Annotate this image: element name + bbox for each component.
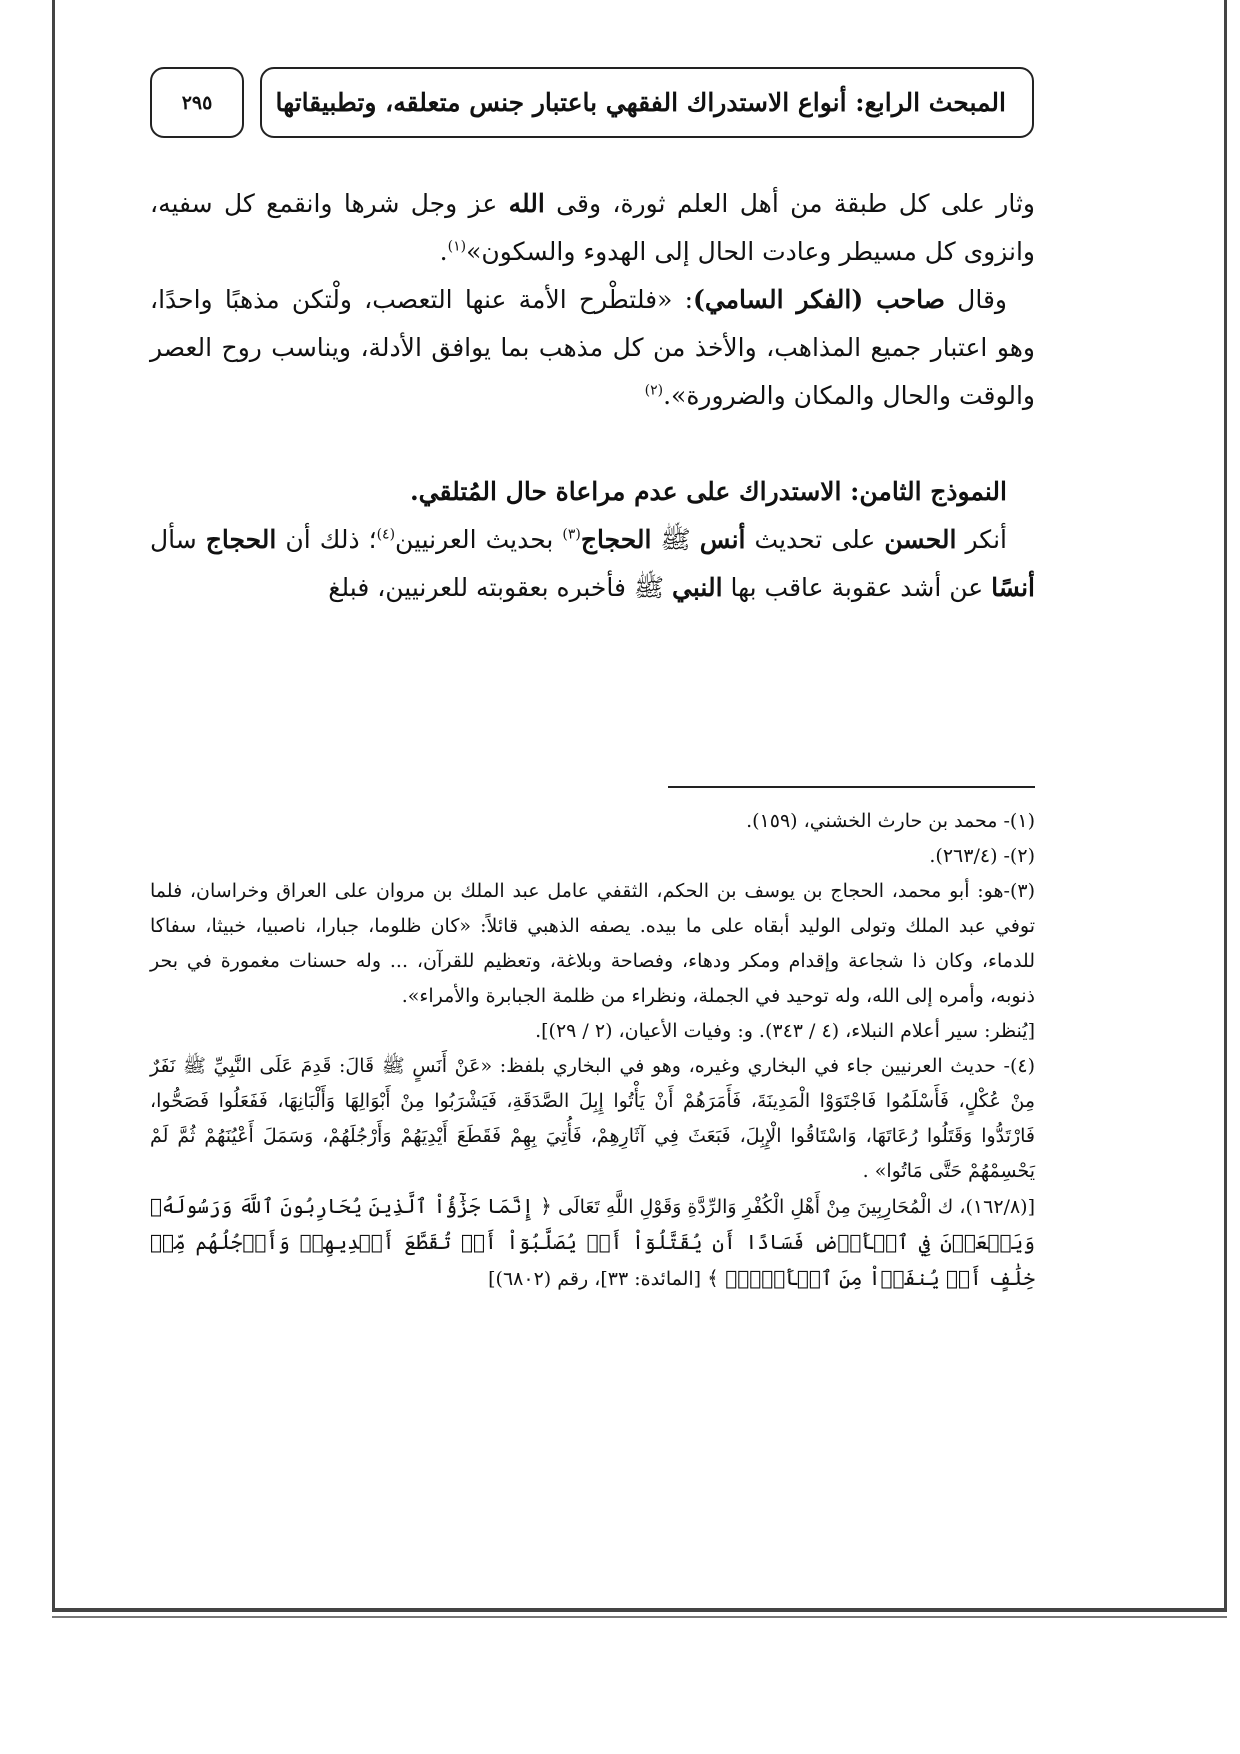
text-run: أنكر — [956, 525, 1007, 554]
text-run: عز وجل شرها وانقمع كل سفيه، وانزوى كل مسيطر وعادت الحال إلى الهدوء والسكون» — [150, 189, 1035, 266]
main-text — [150, 180, 1035, 612]
footnote-1: (١)- محمد بن حارث الخشني، (١٥٩). — [746, 810, 1035, 832]
text-run: وقال — [944, 285, 1007, 314]
header-title-text: المبحث الرابع: أنواع الاستدراك الفقهي باعتبار جنس متعلقه، وتطبيقاتها — [275, 88, 1006, 117]
text-run: عن أشد عقوبة عاقب بها — [722, 573, 992, 602]
text-run: . — [439, 237, 448, 266]
bold-run: الحجاج — [205, 525, 277, 554]
footnote-ref-3[interactable]: (٣) — [562, 526, 581, 543]
bold-run: الحجاج — [580, 525, 652, 554]
bold-run: أنسًا — [991, 573, 1035, 602]
paragraph-3 — [150, 516, 1035, 612]
paragraph-1 — [150, 180, 1035, 276]
footnote-4: (٤)- حديث العرنيين جاء في البخاري وغيره، وهو في البخاري بلفظ: «عَنْ أَنَسٍ ﷺ قَالَ: قَدِمَ عَلَى النَّبِيِّ ﷺ نَفَرٌ مِنْ عُكْلٍ، فَأَسْلَمُوا فَاجْتَوَوْا الْمَدِينَةَ، فَأَمَرَهُمْ أَنْ يَأْتُوا إِبِلَ الصَّدَقَةِ، فَيَشْرَبُوا مِنْ أَبْوَالِهَا وَأَلْبَانِهَا، فَفَعَلُوا فَصَحُّوا، فَارْتَدُّوا وَقَتَلُوا رُعَاتَهَا، وَاسْتَاقُوا الْإِبِلَ، فَبَعَثَ فِي آثَارِهِمْ، فَأُتِيَ بِهِمْ فَقَطَعَ أَيْدِيَهُمْ وَأَرْجُلَهُمْ، وَسَمَلَ أَعْيُنَهُمْ ثُمَّ لَمْ يَحْسِمْهُمْ حَتَّى مَاتُوا» . — [150, 1055, 1035, 1182]
footnote-separator — [668, 786, 1035, 788]
footnote-ref-2[interactable]: (٢) — [644, 382, 664, 399]
text-run: فأخبره بعقوبته للعرنيين، فبلغ — [328, 573, 626, 602]
honorific-text: ﷺ — [651, 525, 700, 554]
bold-run: الحسن — [884, 525, 957, 554]
text-run: سأل — [150, 525, 206, 554]
text-run: بحديث العرنيين — [395, 525, 563, 554]
bold-run: صاحب (الفكر السامي) — [693, 285, 945, 314]
footnote-3-reference: [يُنظر: سير أعلام النبلاء، (٤ / ٣٤٣). و: وفيات الأعيان، (٢ / ٢٩)]. — [535, 1020, 1035, 1042]
text-run: وثار على كل طبقة من أهل العلم ثورة، وقى — [544, 189, 1035, 218]
page-number-text: ٢٩٥ — [181, 91, 213, 114]
footnote-4-reference — [150, 1189, 1035, 1297]
bold-run: النبي — [672, 573, 723, 602]
text-run: ؛ ذلك أن — [276, 525, 377, 554]
spacer — [150, 420, 1035, 468]
footnote-ref-4[interactable]: (٤) — [376, 526, 396, 543]
page-number — [150, 67, 244, 138]
running-header-title — [260, 67, 1034, 138]
bold-run: أنس — [699, 525, 746, 554]
text-run: [المائدة: ٣٣]، رقم (٦٨٠٢)] — [488, 1268, 708, 1290]
section-heading — [150, 468, 1035, 516]
text-run: [(١٦٢/٨)، ك الْمُحَارِبِينَ مِنْ أَهْلِ الْكُفْرِ وَالرِّدَّةِ وَقَوْلِ اللَّهِ تَعَالَى — [551, 1196, 1035, 1218]
text-run: على تحديث — [745, 525, 885, 554]
paragraph-2 — [150, 276, 1035, 420]
footnote-3: (٣)-هو: أبو محمد، الحجاج بن يوسف بن الحكم، الثقفي عامل عبد الملك بن مروان على العراق وخراسان، فلما توفي عبد الملك وتولى الوليد أبقاه على ما بيده. يصفه الذهبي قائلاً: «كان ظلوما، جبارا، ناصبيا، خبيثا، سفاكا للدماء، وكان ذا شجاعة وإقدام ومكر ودهاء، وفصاحة وبلاغة، وتعظيم للقرآن، ... وله حسنات مغمورة في بحر ذنوبه، وأمره إلى الله، وله توحيد في الجملة، ونظراء من ظلمة الجبابرة والأمراء». — [150, 880, 1035, 1007]
bold-run: الله — [508, 189, 545, 218]
honorific-text: ﷺ — [625, 573, 673, 602]
footnotes — [150, 804, 1035, 1297]
text-run: : «فلتطْرح الأمة عنها التعصب، ولْتكن مذهبًا واحدًا، وهو اعتبار جميع المذاهب، والأخذ من كل مذهب بما يوافق الأدلة، ويناسب روح العصر والوقت والحال والمكان والضرورة». — [150, 285, 1035, 410]
footnote-2: (٢)- (٢٦٣/٤). — [929, 845, 1035, 867]
quran-verse: ﴿ إِنَّمَا جَزَٰٓؤُاْ ٱلَّذِينَ يُحَارِبُونَ ٱللَّهَ وَرَسُولَهُۥ وَيَسۡعَوۡنَ فِي ٱلۡأَرۡضِ فَسَادًا أَن يُقَتَّلُوٓاْ أَوۡ يُصَلَّبُوٓاْ أَوۡ تُقَطَّعَ أَيۡدِيهِمۡ وَأَرۡجُلُهُم مِّنۡ خِلَٰفٍ أَوۡ يُنفَوۡاْ مِنَ ٱلۡأَرۡضِۚ ﴾ — [150, 1194, 1035, 1290]
footnote-ref-1[interactable]: (١) — [447, 238, 467, 255]
heading-text: النموذج الثامن: الاستدراك على عدم مراعاة حال المُتلقي. — [409, 477, 1007, 506]
